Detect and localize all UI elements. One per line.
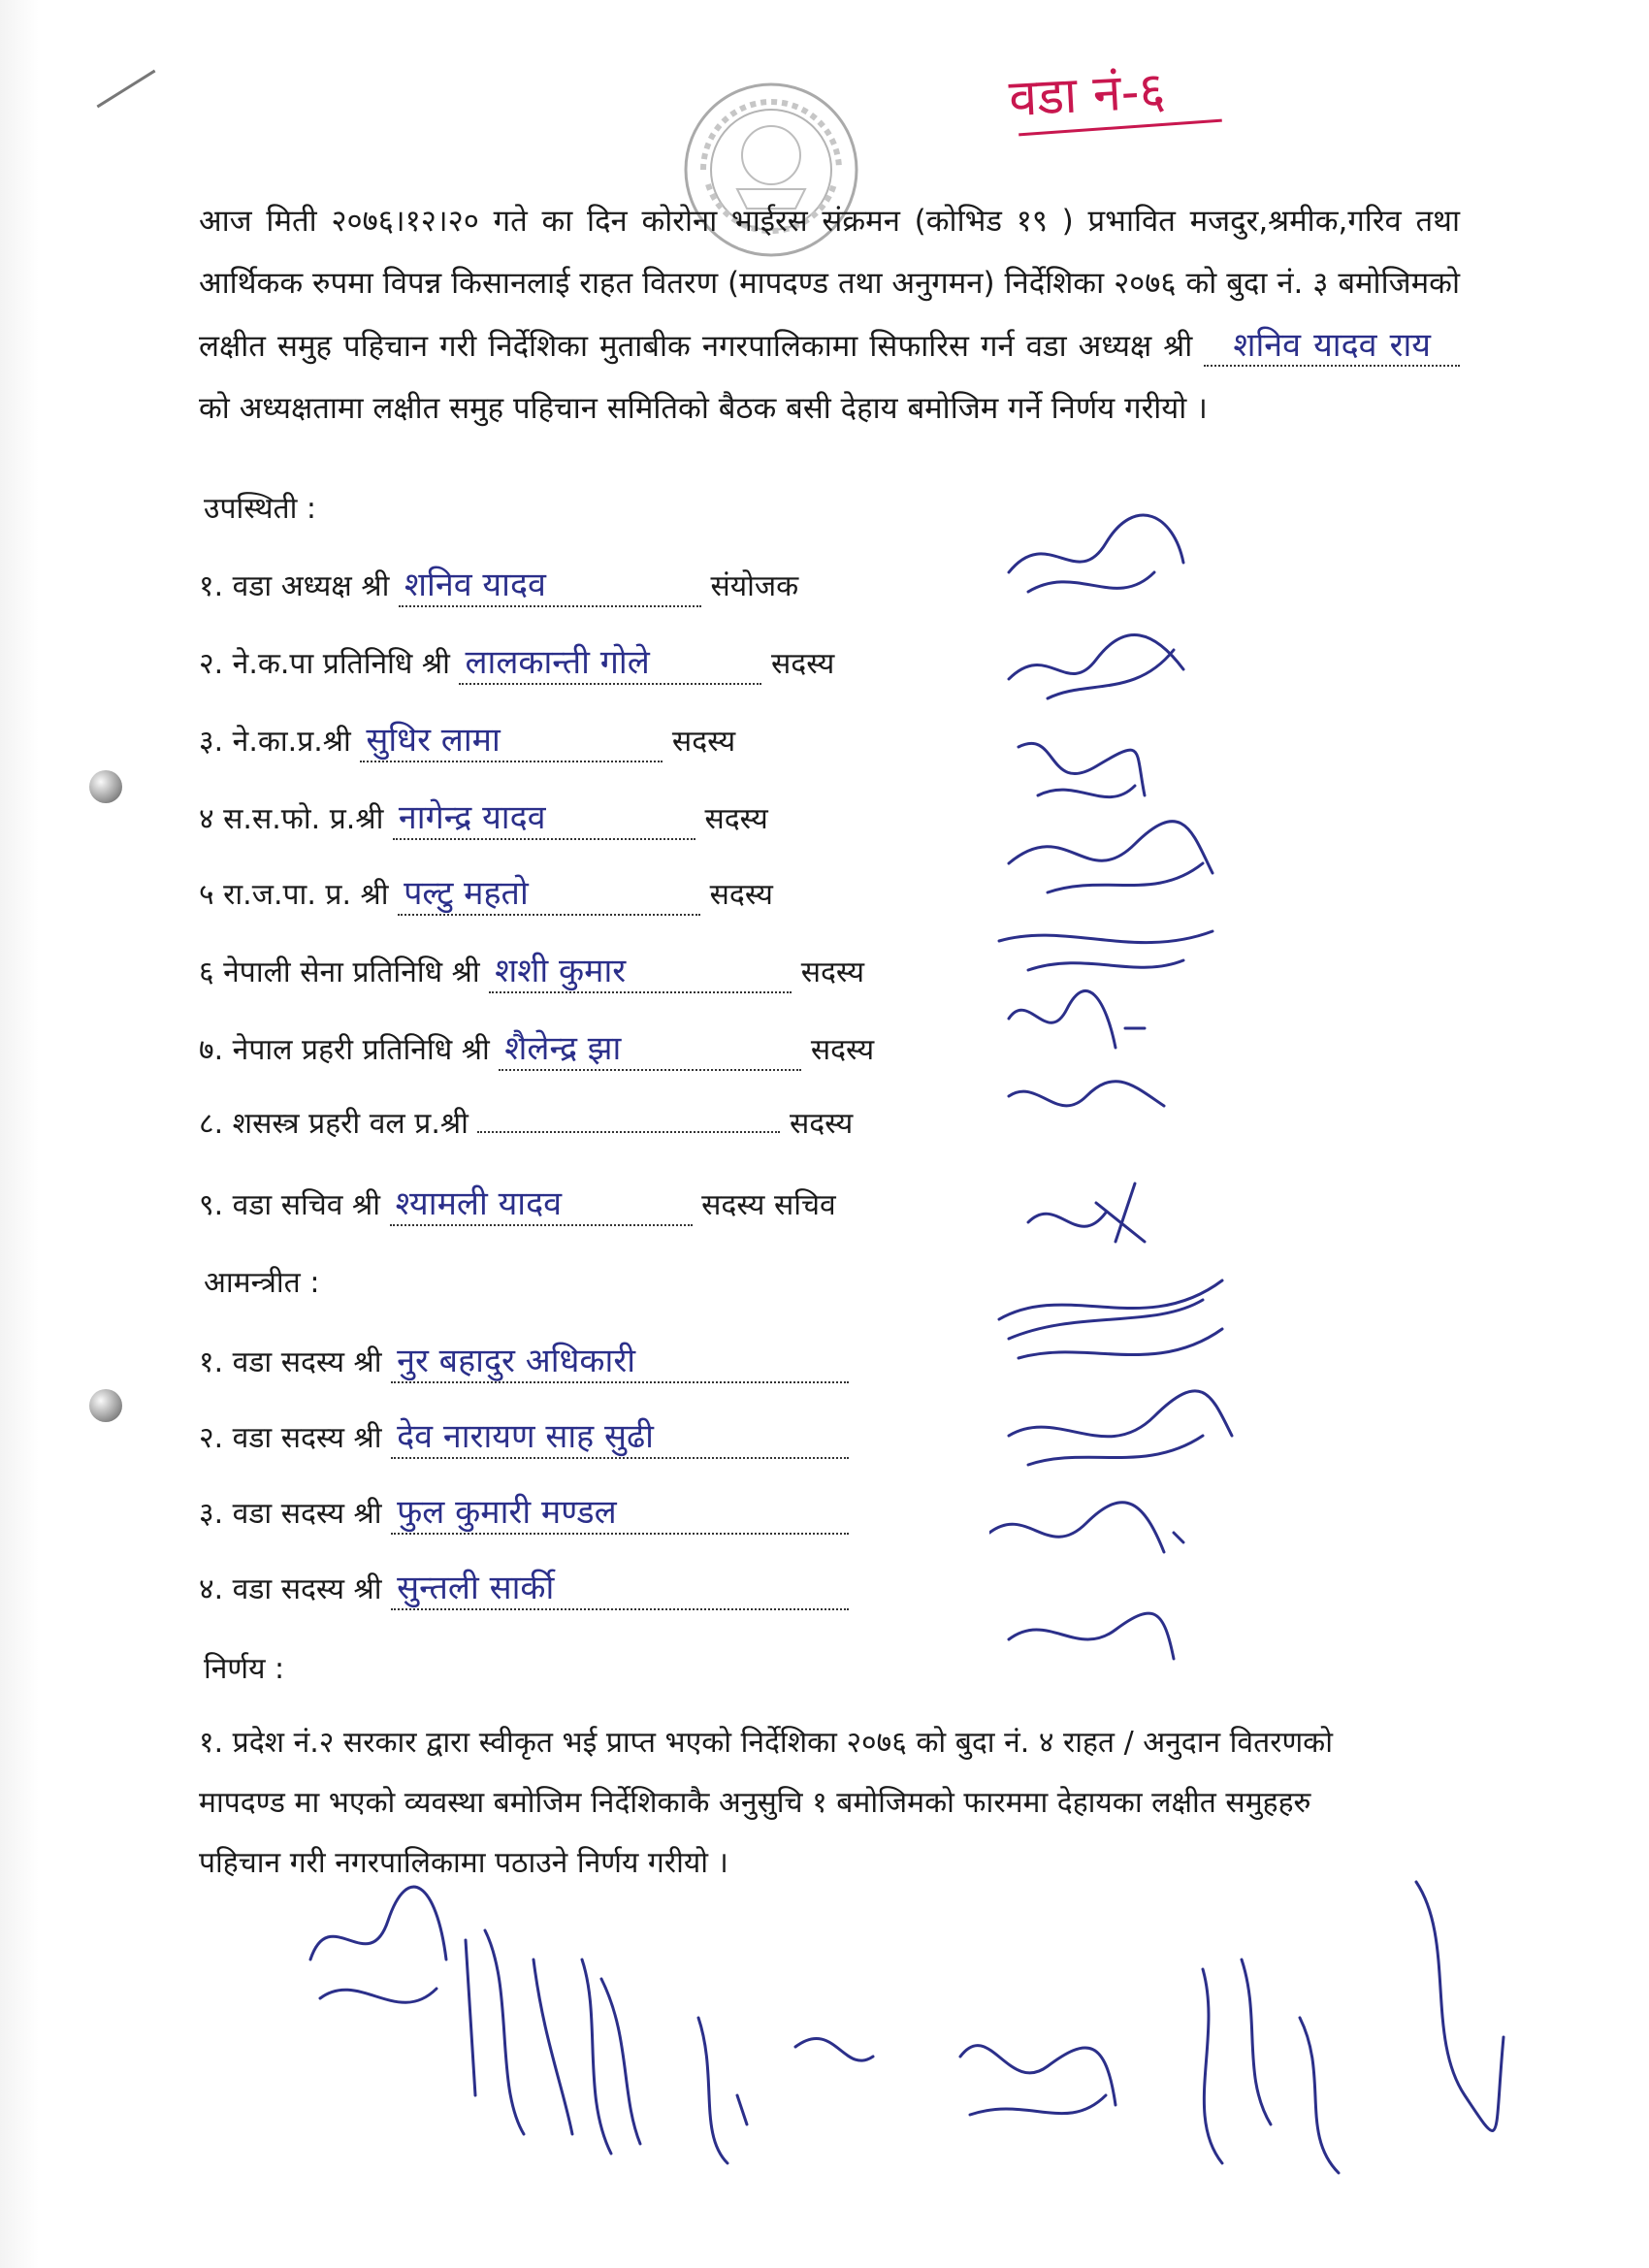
bottom-signatures <box>291 1843 1533 2251</box>
member-name: लालकान्ती गोले <box>459 638 761 685</box>
member-name: शनिव यादव <box>399 561 701 607</box>
member-label: ९. वडा सचिव श्री <box>199 1188 381 1222</box>
invited-name: सुन्तली सार्की <box>391 1564 849 1610</box>
member-role: सदस्य <box>771 647 835 681</box>
intro-text-before: आज मिती २०७६।१२।२० गते का दिन कोरोना भाईरस संक्रमन (कोभिड १९ ) प्रभावित मजदुर,श्रमीक,गरिव तथा आर्थिकक रुपमा विपन्न किसानलाई राहत वितरण (मापदण्ड तथा अनुगमन) निर्देशिका २०७६ को बुदा नं. ३ बमोजिमको लक्षीत समुह पहिचान गरी निर्देशिका मुताबीक नगरपालिकामा सिफारिस गर्न वडा अध्यक्ष श्री <box>199 204 1460 364</box>
invited-name: फुल कुमारी मण्डल <box>391 1488 849 1535</box>
member-role: सदस्य सचिव <box>701 1188 836 1222</box>
page-edge <box>0 0 39 2268</box>
member-row <box>199 1024 874 1071</box>
member-row <box>199 947 864 993</box>
member-row <box>199 561 798 607</box>
member-row <box>199 794 768 840</box>
invited-heading: आमन्त्रीत : <box>204 1266 320 1300</box>
member-name: श्यामली यादव <box>390 1180 693 1226</box>
member-label: २. ने.क.पा प्रतिनिधि श्री <box>199 647 450 681</box>
invited-row <box>199 1564 849 1610</box>
member-role: सदस्य <box>704 802 768 836</box>
member-row <box>199 638 834 685</box>
member-label: ८. शसस्त्र प्रहरी वल प्र.श्री <box>199 1107 469 1141</box>
member-name: नागेन्द्र यादव <box>393 794 695 840</box>
member-name <box>477 1131 780 1133</box>
member-row <box>199 869 773 916</box>
invited-label: २. वडा सदस्य श्री <box>199 1421 382 1455</box>
attendance-heading: उपस्थिती : <box>204 492 317 526</box>
member-role: सदस्य <box>671 725 736 759</box>
invited-label: १. वडा सदस्य श्री <box>199 1345 382 1379</box>
ward-number-mark: वडा नं-६ <box>1007 61 1167 129</box>
member-label: ५ रा.ज.पा. प्र. श्री <box>199 878 389 912</box>
member-row <box>199 1102 853 1142</box>
invited-label: ३. वडा सदस्य श्री <box>199 1497 382 1531</box>
decision-heading: निर्णय : <box>204 1652 285 1686</box>
member-role: सदस्य <box>800 956 864 989</box>
invited-label: ४. वडा सदस्य श्री <box>199 1572 382 1606</box>
member-name: सुधिर लामा <box>360 716 663 762</box>
member-role: संयोजक <box>710 569 799 603</box>
chair-name: शनिव यादव राय <box>1204 326 1460 367</box>
member-row <box>199 1180 836 1226</box>
member-signatures <box>989 504 1242 1688</box>
member-label: ३. ने.का.प्र.श्री <box>199 725 351 759</box>
member-role: सदस्य <box>709 878 773 912</box>
member-role: सदस्य <box>789 1107 854 1141</box>
invited-name: देव नारायण साह सुढी <box>391 1412 849 1459</box>
member-label: ७. नेपाल प्रहरी प्रतिनिधि श्री <box>199 1033 490 1067</box>
invited-row <box>199 1337 849 1383</box>
member-name: शैलेन्द्र झा <box>499 1024 801 1071</box>
intro-text-after: को अध्यक्षतामा लक्षीत समुह पहिचान समितिको बैठक बसी देहाय बमोजिम गर्ने निर्णय गरीयो । <box>199 391 1208 426</box>
decision-text: १. प्रदेश नं.२ सरकार द्वारा स्वीकृत भई प्राप्त भएको निर्देशिका २०७६ को बुदा नं. ४ राहत / अनुदान वितरणको मापदण्ड मा भएको व्यवस्था बमोजिम निर्देशिकाकै अनुसुचि १ बमोजिमको फारममा देहायका लक्षीत समुहहरु पहिचान गरी नगरपालिकामा पठाउने निर्णय गरीयो । <box>199 1726 1333 1880</box>
member-name: शशी कुमार <box>489 947 792 993</box>
member-label: १. वडा अध्यक्ष श्री <box>199 569 390 603</box>
intro-paragraph <box>199 190 1460 439</box>
scratch-mark <box>97 70 156 109</box>
member-label: ६ नेपाली सेना प्रतिनिधि श्री <box>199 956 480 989</box>
invited-row <box>199 1412 849 1459</box>
punch-hole-top <box>89 770 122 803</box>
member-role: सदस्य <box>810 1033 875 1067</box>
invited-row <box>199 1488 849 1535</box>
member-name: पल्टु महतो <box>398 869 700 916</box>
member-row <box>199 716 735 762</box>
punch-hole-bottom <box>89 1389 122 1422</box>
invited-name: नुर बहादुर अधिकारी <box>391 1337 849 1383</box>
member-label: ४ स.स.फो. प्र.श्री <box>199 802 384 836</box>
